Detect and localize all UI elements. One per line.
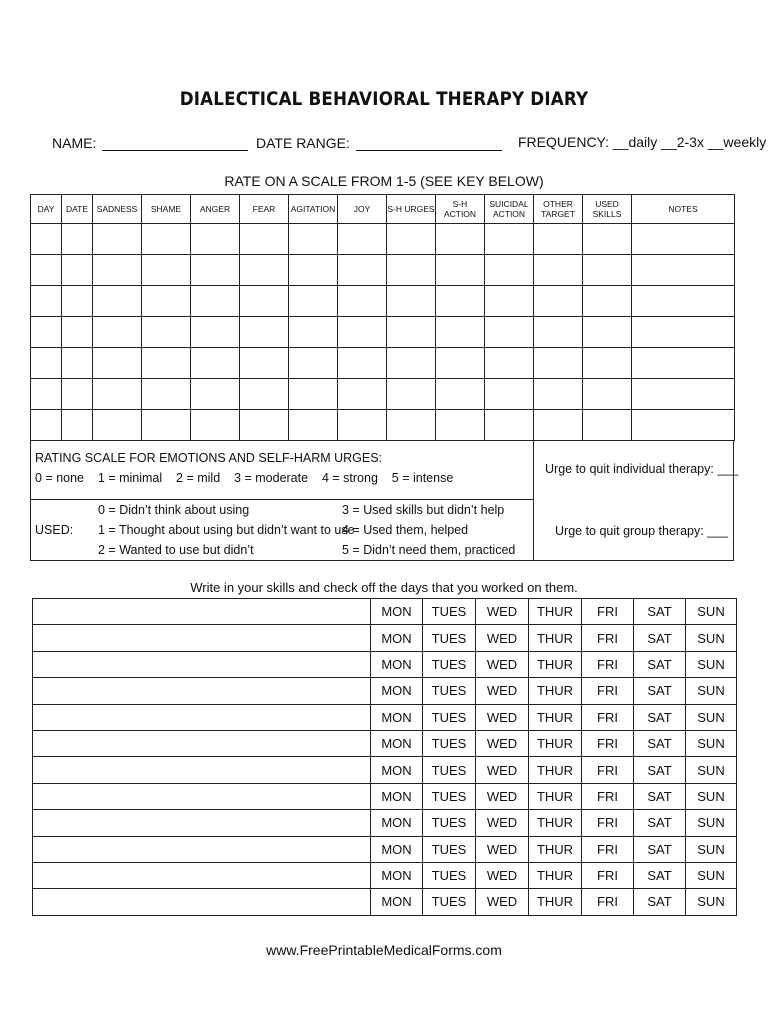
diary-column-header: DAY (31, 195, 62, 224)
day-checkbox-cell[interactable]: FRI (582, 836, 634, 862)
day-checkbox-cell[interactable]: SUN (686, 704, 737, 730)
day-checkbox-cell[interactable]: WED (476, 704, 529, 730)
diary-cell[interactable] (191, 255, 240, 286)
day-checkbox-cell[interactable]: MON (371, 704, 423, 730)
skill-name-cell[interactable] (33, 730, 371, 756)
diary-cell[interactable] (534, 317, 583, 348)
diary-cell[interactable] (632, 255, 735, 286)
diary-cell[interactable] (387, 286, 436, 317)
diary-cell[interactable] (632, 224, 735, 255)
urge-individual-therapy[interactable]: Urge to quit individual therapy: ___ (545, 462, 739, 476)
diary-cell[interactable] (436, 410, 485, 441)
skills-caption: Write in your skills and check off the days that you worked on them. (190, 580, 578, 595)
skill-name-cell[interactable] (33, 889, 371, 915)
skills-table (32, 598, 737, 916)
diary-cell[interactable] (583, 255, 632, 286)
used-0: 0 = Didn’t think about using (98, 503, 250, 517)
day-checkbox-cell[interactable]: WED (476, 651, 529, 677)
diary-cell[interactable] (338, 224, 387, 255)
day-checkbox-cell[interactable]: FRI (582, 625, 634, 651)
key-box (30, 440, 739, 561)
day-checkbox-cell[interactable]: SUN (686, 757, 737, 783)
diary-cell[interactable] (534, 348, 583, 379)
day-checkbox-cell[interactable]: FRI (582, 810, 634, 836)
diary-cell[interactable] (31, 286, 62, 317)
diary-cell[interactable] (534, 224, 583, 255)
diary-cell[interactable] (387, 317, 436, 348)
diary-cell[interactable] (93, 317, 142, 348)
diary-cell[interactable] (31, 317, 62, 348)
diary-cell[interactable] (583, 317, 632, 348)
day-checkbox-cell[interactable]: SUN (686, 599, 737, 625)
day-checkbox-cell[interactable]: FRI (582, 757, 634, 783)
diary-cell[interactable] (338, 348, 387, 379)
date-range-label: DATE RANGE: (256, 135, 350, 151)
diary-cell[interactable] (436, 286, 485, 317)
day-checkbox-cell[interactable]: THUR (529, 862, 582, 888)
diary-cell[interactable] (534, 410, 583, 441)
diary-cell[interactable] (632, 410, 735, 441)
diary-cell[interactable] (583, 348, 632, 379)
day-checkbox-cell[interactable]: FRI (582, 862, 634, 888)
diary-column-header: OTHER TARGET (534, 195, 583, 224)
day-checkbox-cell[interactable]: SAT (634, 889, 686, 915)
diary-cell[interactable] (289, 255, 338, 286)
diary-cell[interactable] (240, 224, 289, 255)
diary-cell[interactable] (31, 379, 62, 410)
used-label: USED: (35, 523, 74, 537)
diary-cell[interactable] (485, 317, 534, 348)
skills-row (33, 889, 737, 915)
skills-row (33, 599, 737, 625)
diary-cell[interactable] (31, 224, 62, 255)
diary-cell[interactable] (142, 286, 191, 317)
skills-row (33, 730, 737, 756)
diary-cell[interactable] (93, 255, 142, 286)
day-checkbox-cell[interactable]: THUR (529, 599, 582, 625)
diary-cell[interactable] (387, 379, 436, 410)
skill-name-cell[interactable] (33, 783, 371, 809)
day-checkbox-cell[interactable]: FRI (582, 651, 634, 677)
rating-scale-values: 0 = none 1 = minimal 2 = mild 3 = moderate 4 = strong 5 = intense (35, 471, 454, 485)
diary-cell[interactable] (632, 348, 735, 379)
diary-cell[interactable] (338, 379, 387, 410)
used-3: 3 = Used skills but didn’t help (342, 503, 505, 517)
day-checkbox-cell[interactable]: WED (476, 810, 529, 836)
diary-row (31, 379, 735, 410)
skills-row (33, 704, 737, 730)
name-field (52, 134, 248, 151)
day-checkbox-cell[interactable]: MON (371, 836, 423, 862)
diary-cell[interactable] (191, 317, 240, 348)
diary-cell[interactable] (142, 255, 191, 286)
diary-cell[interactable] (142, 224, 191, 255)
diary-cell[interactable] (240, 379, 289, 410)
day-checkbox-cell[interactable]: MON (371, 651, 423, 677)
diary-cell[interactable] (93, 348, 142, 379)
diary-cell[interactable] (632, 379, 735, 410)
skills-row (33, 783, 737, 809)
frequency-field (518, 134, 766, 150)
diary-cell[interactable] (485, 224, 534, 255)
day-checkbox-cell[interactable]: SUN (686, 889, 737, 915)
diary-column-header: FEAR (240, 195, 289, 224)
skills-row (33, 625, 737, 651)
day-checkbox-cell[interactable]: WED (476, 625, 529, 651)
day-checkbox-cell[interactable]: WED (476, 889, 529, 915)
diary-cell[interactable] (485, 379, 534, 410)
diary-cell[interactable] (142, 317, 191, 348)
day-checkbox-cell[interactable]: MON (371, 889, 423, 915)
date-range-input-line[interactable] (356, 134, 502, 151)
diary-column-header: NOTES (632, 195, 735, 224)
diary-cell[interactable] (62, 224, 93, 255)
day-checkbox-cell[interactable]: MON (371, 730, 423, 756)
day-checkbox-cell[interactable]: TUES (423, 783, 476, 809)
day-checkbox-cell[interactable]: MON (371, 625, 423, 651)
day-checkbox-cell[interactable]: SAT (634, 678, 686, 704)
day-checkbox-cell[interactable]: THUR (529, 810, 582, 836)
day-checkbox-cell[interactable]: SAT (634, 730, 686, 756)
used-2: 2 = Wanted to use but didn’t (98, 543, 254, 557)
diary-header-row (31, 195, 735, 224)
diary-cell[interactable] (338, 317, 387, 348)
skill-name-cell[interactable] (33, 836, 371, 862)
day-checkbox-cell[interactable]: THUR (529, 757, 582, 783)
diary-row (31, 410, 735, 441)
name-label: NAME: (52, 135, 97, 151)
skill-name-cell[interactable] (33, 625, 371, 651)
diary-cell[interactable] (632, 317, 735, 348)
day-checkbox-cell[interactable]: SUN (686, 625, 737, 651)
day-checkbox-cell[interactable]: SAT (634, 757, 686, 783)
day-checkbox-cell[interactable]: SUN (686, 651, 737, 677)
diary-row (31, 348, 735, 379)
day-checkbox-cell[interactable]: THUR (529, 625, 582, 651)
rate-heading: RATE ON A SCALE FROM 1-5 (SEE KEY BELOW) (224, 173, 544, 189)
diary-cell[interactable] (31, 410, 62, 441)
diary-cell[interactable] (485, 286, 534, 317)
key-legend (31, 440, 534, 560)
diary-cell[interactable] (289, 348, 338, 379)
diary-column-header: DATE (62, 195, 93, 224)
diary-column-header: JOY (338, 195, 387, 224)
diary-cell[interactable] (338, 286, 387, 317)
diary-cell[interactable] (93, 224, 142, 255)
diary-cell[interactable] (93, 410, 142, 441)
skill-name-cell[interactable] (33, 810, 371, 836)
diary-cell[interactable] (142, 410, 191, 441)
day-checkbox-cell[interactable]: TUES (423, 599, 476, 625)
diary-cell[interactable] (191, 410, 240, 441)
skill-name-cell[interactable] (33, 862, 371, 888)
day-checkbox-cell[interactable]: FRI (582, 704, 634, 730)
day-checkbox-cell[interactable]: FRI (582, 730, 634, 756)
day-checkbox-cell[interactable]: SUN (686, 836, 737, 862)
diary-cell[interactable] (191, 224, 240, 255)
rating-scale-title: RATING SCALE FOR EMOTIONS AND SELF-HARM URGES: (35, 451, 383, 465)
day-checkbox-cell[interactable]: SAT (634, 625, 686, 651)
diary-cell[interactable] (534, 255, 583, 286)
diary-cell[interactable] (31, 348, 62, 379)
diary-cell[interactable] (142, 348, 191, 379)
used-1: 1 = Thought about using but didn’t want to use (98, 523, 355, 537)
skill-name-cell[interactable] (33, 704, 371, 730)
diary-column-header: USED SKILLS (583, 195, 632, 224)
day-checkbox-cell[interactable]: THUR (529, 889, 582, 915)
day-checkbox-cell[interactable]: TUES (423, 836, 476, 862)
diary-cell[interactable] (583, 410, 632, 441)
day-checkbox-cell[interactable]: SAT (634, 862, 686, 888)
day-checkbox-cell[interactable]: SUN (686, 810, 737, 836)
day-checkbox-cell[interactable]: WED (476, 599, 529, 625)
diary-cell[interactable] (93, 286, 142, 317)
day-checkbox-cell[interactable]: SUN (686, 783, 737, 809)
day-checkbox-cell[interactable]: TUES (423, 651, 476, 677)
day-checkbox-cell[interactable]: FRI (582, 889, 634, 915)
day-checkbox-cell[interactable]: MON (371, 810, 423, 836)
day-checkbox-cell[interactable]: WED (476, 678, 529, 704)
diary-column-header: S-H URGES (387, 195, 436, 224)
day-checkbox-cell[interactable]: FRI (582, 599, 634, 625)
diary-cell[interactable] (485, 255, 534, 286)
day-checkbox-cell[interactable]: WED (476, 783, 529, 809)
diary-cell[interactable] (632, 286, 735, 317)
diary-cell[interactable] (289, 379, 338, 410)
diary-cell[interactable] (240, 410, 289, 441)
day-checkbox-cell[interactable]: SAT (634, 651, 686, 677)
page-title: DIALECTICAL BEHAVIORAL THERAPY DIARY (179, 88, 589, 110)
frequency-label: FREQUENCY: __daily __2-3x __weekly (518, 134, 767, 150)
footer-url: www.FreePrintableMedicalForms.com (266, 942, 502, 958)
diary-cell[interactable] (62, 379, 93, 410)
diary-cell[interactable] (387, 348, 436, 379)
diary-cell[interactable] (191, 286, 240, 317)
diary-cell[interactable] (191, 379, 240, 410)
day-checkbox-cell[interactable]: THUR (529, 730, 582, 756)
day-checkbox-cell[interactable]: WED (476, 836, 529, 862)
day-checkbox-cell[interactable]: WED (476, 730, 529, 756)
key-divider (31, 499, 533, 500)
diary-cell[interactable] (62, 255, 93, 286)
day-checkbox-cell[interactable]: THUR (529, 651, 582, 677)
day-checkbox-cell[interactable]: THUR (529, 836, 582, 862)
diary-row (31, 317, 735, 348)
day-checkbox-cell[interactable]: MON (371, 757, 423, 783)
skills-row (33, 810, 737, 836)
diary-cell[interactable] (436, 317, 485, 348)
diary-cell[interactable] (436, 224, 485, 255)
diary-cell[interactable] (534, 286, 583, 317)
day-checkbox-cell[interactable]: SUN (686, 730, 737, 756)
diary-row (31, 255, 735, 286)
skills-row (33, 836, 737, 862)
day-checkbox-cell[interactable]: MON (371, 783, 423, 809)
day-checkbox-cell[interactable]: SAT (634, 599, 686, 625)
diary-cell[interactable] (387, 255, 436, 286)
day-checkbox-cell[interactable]: SAT (634, 836, 686, 862)
diary-cell[interactable] (142, 379, 191, 410)
diary-cell[interactable] (289, 286, 338, 317)
used-4: 4 = Used them, helped (342, 523, 469, 537)
day-checkbox-cell[interactable]: MON (371, 678, 423, 704)
diary-cell[interactable] (583, 379, 632, 410)
urge-group-therapy[interactable]: Urge to quit group therapy: ___ (555, 524, 729, 538)
skill-name-cell[interactable] (33, 678, 371, 704)
day-checkbox-cell[interactable]: TUES (423, 810, 476, 836)
day-checkbox-cell[interactable]: WED (476, 757, 529, 783)
diary-cell[interactable] (387, 410, 436, 441)
day-checkbox-cell[interactable]: SAT (634, 704, 686, 730)
skills-row (33, 757, 737, 783)
diary-cell[interactable] (338, 255, 387, 286)
day-checkbox-cell[interactable]: TUES (423, 757, 476, 783)
diary-row (31, 286, 735, 317)
skills-row (33, 678, 737, 704)
day-checkbox-cell[interactable]: THUR (529, 783, 582, 809)
diary-cell[interactable] (240, 255, 289, 286)
diary-cell[interactable] (62, 348, 93, 379)
day-checkbox-cell[interactable]: WED (476, 862, 529, 888)
day-checkbox-cell[interactable]: THUR (529, 704, 582, 730)
diary-cell[interactable] (534, 379, 583, 410)
diary-cell[interactable] (289, 224, 338, 255)
diary-cell[interactable] (62, 410, 93, 441)
day-checkbox-cell[interactable]: THUR (529, 678, 582, 704)
day-checkbox-cell[interactable]: FRI (582, 678, 634, 704)
diary-cell[interactable] (583, 224, 632, 255)
date-range-field (256, 134, 502, 151)
diary-column-header: S-H ACTION (436, 195, 485, 224)
day-checkbox-cell[interactable]: TUES (423, 678, 476, 704)
diary-cell[interactable] (387, 224, 436, 255)
diary-table (30, 194, 735, 441)
diary-cell[interactable] (583, 286, 632, 317)
diary-cell[interactable] (289, 410, 338, 441)
diary-row (31, 224, 735, 255)
skill-name-cell[interactable] (33, 757, 371, 783)
diary-column-header: SUICIDAL ACTION (485, 195, 534, 224)
diary-column-header: SHAME (142, 195, 191, 224)
diary-cell[interactable] (436, 255, 485, 286)
diary-cell[interactable] (436, 348, 485, 379)
skills-row (33, 651, 737, 677)
day-checkbox-cell[interactable]: SUN (686, 862, 737, 888)
day-checkbox-cell[interactable]: SAT (634, 810, 686, 836)
diary-cell[interactable] (93, 379, 142, 410)
diary-cell[interactable] (62, 317, 93, 348)
diary-cell[interactable] (62, 286, 93, 317)
day-checkbox-cell[interactable]: TUES (423, 704, 476, 730)
diary-cell[interactable] (485, 348, 534, 379)
diary-cell[interactable] (485, 410, 534, 441)
name-input-line[interactable] (102, 134, 248, 151)
skills-row (33, 862, 737, 888)
day-checkbox-cell[interactable]: MON (371, 862, 423, 888)
diary-cell[interactable] (338, 410, 387, 441)
diary-cell[interactable] (240, 348, 289, 379)
diary-column-header: AGITATION (289, 195, 338, 224)
day-checkbox-cell[interactable]: TUES (423, 862, 476, 888)
day-checkbox-cell[interactable]: SUN (686, 678, 737, 704)
diary-cell[interactable] (436, 379, 485, 410)
day-checkbox-cell[interactable]: FRI (582, 783, 634, 809)
diary-cell[interactable] (31, 255, 62, 286)
diary-column-header: SADNESS (93, 195, 142, 224)
day-checkbox-cell[interactable]: TUES (423, 625, 476, 651)
diary-cell[interactable] (240, 286, 289, 317)
diary-cell[interactable] (191, 348, 240, 379)
diary-cell[interactable] (240, 317, 289, 348)
diary-cell[interactable] (289, 317, 338, 348)
skill-name-cell[interactable] (33, 599, 371, 625)
day-checkbox-cell[interactable]: SAT (634, 783, 686, 809)
diary-column-header: ANGER (191, 195, 240, 224)
used-5: 5 = Didn’t need them, practiced (342, 543, 516, 557)
day-checkbox-cell[interactable]: MON (371, 599, 423, 625)
skill-name-cell[interactable] (33, 651, 371, 677)
day-checkbox-cell[interactable]: TUES (423, 889, 476, 915)
day-checkbox-cell[interactable]: TUES (423, 730, 476, 756)
